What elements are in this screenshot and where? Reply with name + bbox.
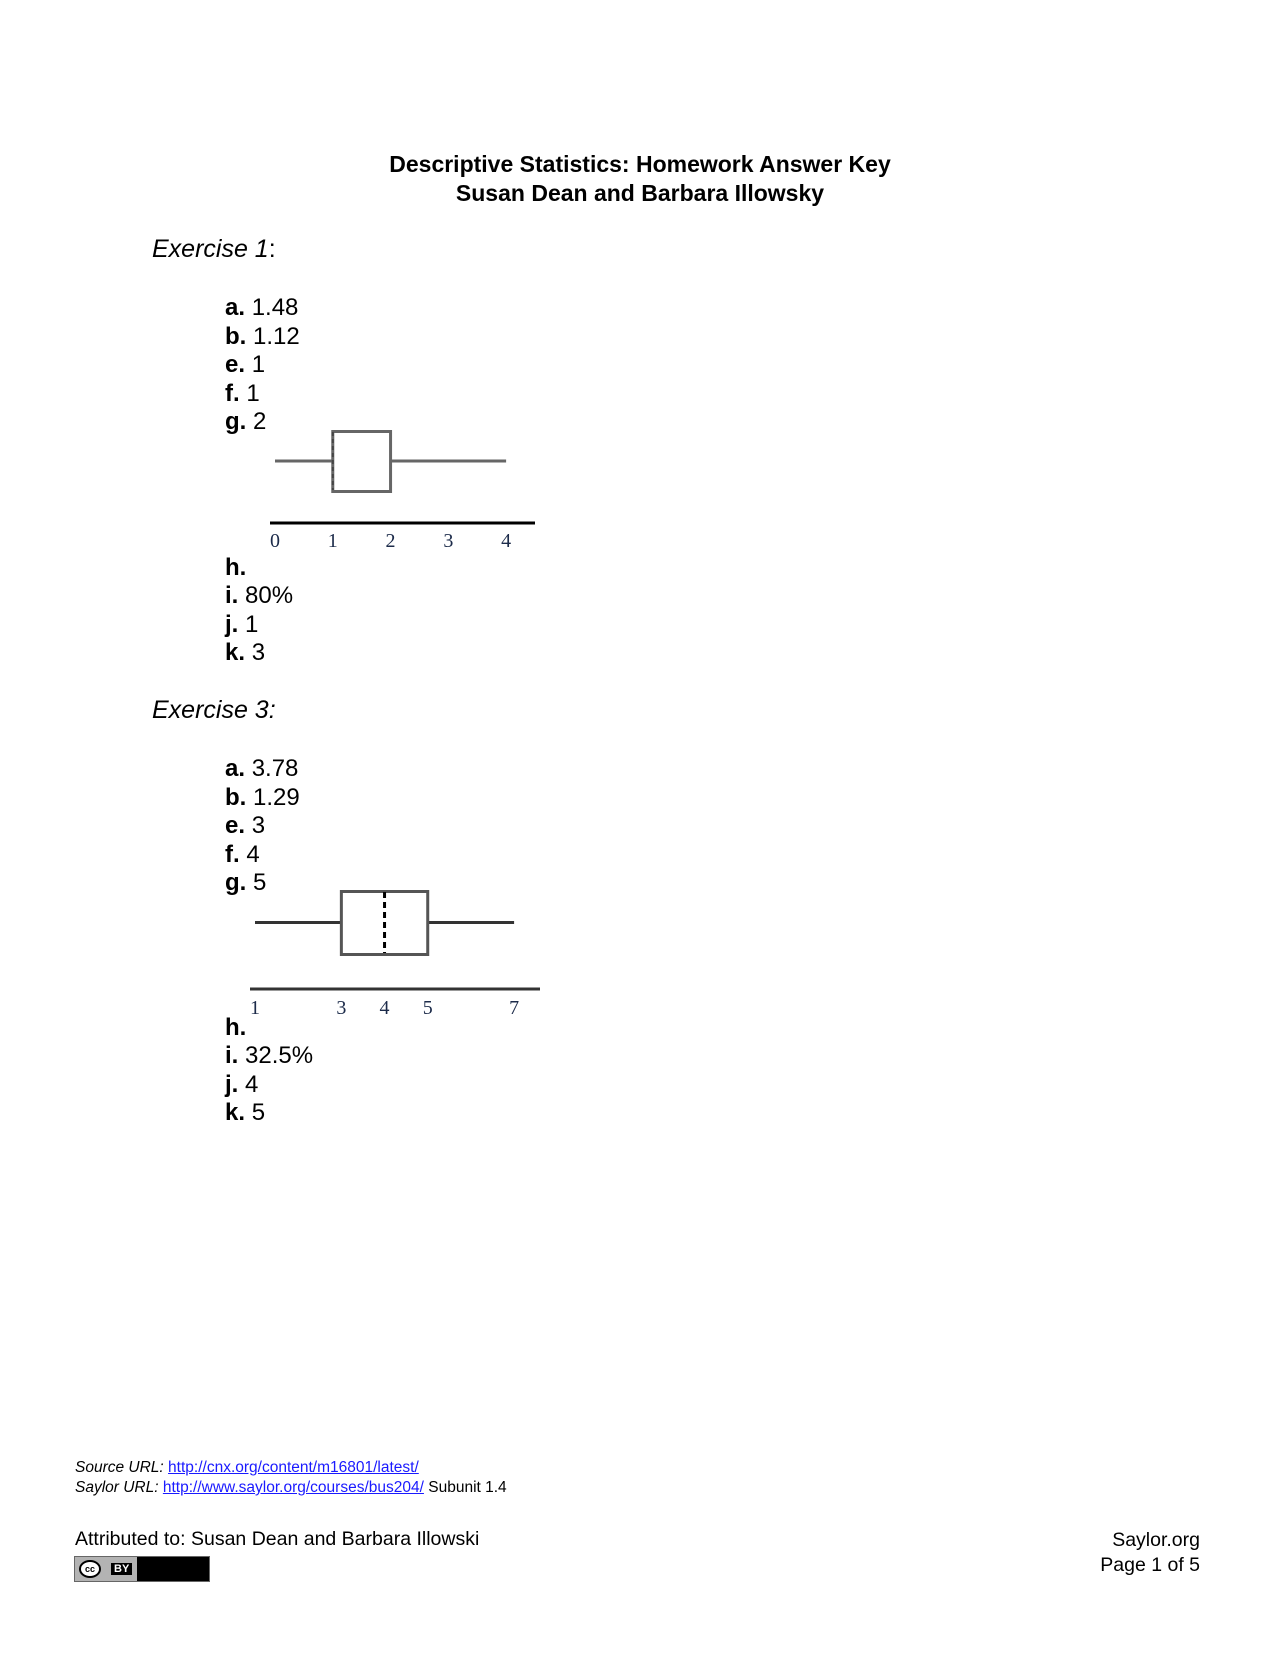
answer-item: j. 4 xyxy=(225,1070,259,1098)
footer-right-block xyxy=(1100,1528,1200,1578)
exercise-3-answers xyxy=(225,755,300,898)
answer-item: a. 3.78 xyxy=(225,755,299,782)
boxplot-exercise-1 xyxy=(270,430,570,580)
source-url-line xyxy=(75,1458,507,1478)
document-title xyxy=(0,150,1280,208)
tick-label: 4 xyxy=(501,530,512,552)
answer-item: g. 5 xyxy=(225,869,267,896)
tick-label: 1 xyxy=(327,530,338,552)
answer-item: k. 5 xyxy=(225,1099,266,1126)
tick-labels xyxy=(250,997,519,1019)
title-line-2: Susan Dean and Barbara Illowsky xyxy=(455,180,825,206)
creative-commons-icon: cc xyxy=(79,1560,101,1578)
exercise-3-heading: Exercise 3: xyxy=(152,696,276,724)
answer-item: i. 80% xyxy=(225,582,294,609)
tick-label: 0 xyxy=(270,530,280,552)
exercise-1-heading: Exercise 1: xyxy=(152,235,276,263)
tick-label: 7 xyxy=(509,997,520,1019)
answer-item: k. 3 xyxy=(225,639,266,666)
tick-label: 3 xyxy=(336,997,347,1019)
answer-item: g. 2 xyxy=(225,408,267,435)
attribution-text: Attributed to: Susan Dean and Barbara Illowski xyxy=(75,1528,480,1550)
site-name: Saylor.org xyxy=(1112,1529,1200,1551)
answer-item: i. 32.5% xyxy=(225,1042,314,1069)
answer-item: j. 1 xyxy=(225,610,259,638)
answer-item: e. 1 xyxy=(225,351,266,378)
tick-label: 4 xyxy=(379,997,390,1019)
title-line-1: Descriptive Statistics: Homework Answer Key xyxy=(389,151,891,177)
answer-item: b. 1.12 xyxy=(225,322,300,350)
subunit-label: Subunit 1.4 xyxy=(428,1479,507,1496)
answer-h-label: h. xyxy=(225,1014,247,1041)
tick-label: 1 xyxy=(250,997,260,1019)
saylor-url-label: Saylor URL: xyxy=(75,1479,159,1496)
cc-by-license-badge[interactable] xyxy=(74,1556,210,1582)
answer-item: b. 1.29 xyxy=(225,783,300,811)
saylor-url-link[interactable]: http://www.saylor.org/courses/bus204/ xyxy=(162,1479,424,1496)
source-url-link[interactable]: http://cnx.org/content/m16801/latest/ xyxy=(168,1459,419,1476)
answer-item: f. 4 xyxy=(225,840,260,868)
page-number: Page 1 of 5 xyxy=(1100,1554,1200,1576)
tick-label: 3 xyxy=(443,530,454,552)
tick-labels xyxy=(270,530,511,552)
exercise-3-answers-after xyxy=(225,1042,313,1128)
source-url-label: Source URL: xyxy=(75,1459,164,1476)
answer-item: a. 1.48 xyxy=(225,294,299,321)
tick-label: 2 xyxy=(385,530,396,552)
saylor-url-line xyxy=(75,1478,507,1498)
exercise-1-answers-after xyxy=(225,582,293,668)
box xyxy=(333,432,391,492)
tick-label: 5 xyxy=(422,997,433,1019)
boxplot-exercise-3 xyxy=(250,890,580,1040)
answer-h-label: h. xyxy=(225,554,247,581)
exercise-1-answers xyxy=(225,294,300,437)
answer-item: f. 1 xyxy=(225,379,260,407)
answer-item: e. 3 xyxy=(225,812,266,839)
footer-source-block xyxy=(75,1458,507,1498)
cc-by-label: BY xyxy=(111,1563,132,1575)
